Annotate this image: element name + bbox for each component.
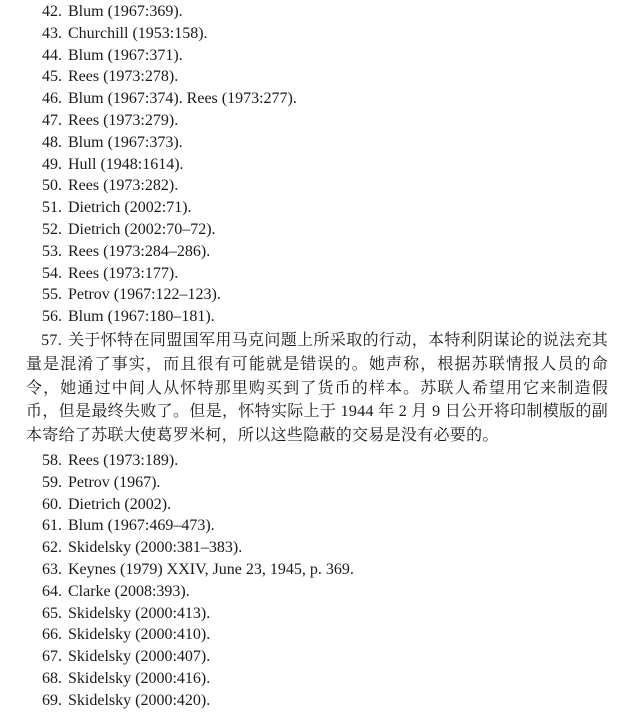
note-61 [26, 515, 608, 537]
note-53 [26, 241, 608, 263]
note-52 [26, 219, 608, 241]
note-number: 62. [42, 539, 62, 557]
note-55 [26, 284, 608, 306]
note-text: Clarke (2008:393). [68, 582, 190, 600]
note-number: 67. [42, 648, 62, 666]
note-text: Blum (1967:373). [68, 133, 183, 151]
note-49 [26, 154, 608, 176]
note-57 [26, 329, 608, 448]
note-number: 47. [42, 111, 62, 129]
note-number: 50. [42, 177, 62, 195]
note-text: Churchill (1953:158). [68, 24, 208, 42]
note-text: Keynes (1979) XXIV, June 23, 1945, p. 369. [68, 560, 354, 578]
note-number: 58. [42, 451, 62, 469]
note-56 [26, 306, 608, 328]
note-number: 63. [42, 560, 62, 578]
note-text: Rees (1973:177). [68, 264, 179, 282]
note-text: Hull (1948:1614). [68, 155, 184, 173]
note-text: Blum (1967:369). [68, 3, 183, 20]
note-number: 55. [42, 286, 62, 304]
note-text: Rees (1973:278). [68, 68, 179, 86]
note-number: 51. [42, 199, 62, 217]
note-text: Rees (1973:282). [68, 177, 179, 195]
note-text: 关于怀特在同盟国军用马克问题上所采取的行动，本特利阴谋论的说法充其量是混淆了事实，而且很有可能就是错误的。她声称，根据苏联情报人员的命令，她通过中间人从怀特那里购买到了货币的样本。苏联人希望用它来制造假币，但是最终失败了。但是，怀特实际上于 1944 年 2 月 9 日公开将印制模版的副本寄给了苏联大使葛罗米柯，所以这些隐蔽的交易是没有必要的。 [26, 331, 608, 445]
note-number: 66. [42, 626, 62, 644]
note-number: 54. [42, 264, 62, 282]
note-47 [26, 110, 608, 132]
note-number: 45. [42, 68, 62, 86]
note-48 [26, 132, 608, 154]
note-number: 65. [42, 604, 62, 622]
note-text: Dietrich (2002:70–72). [68, 220, 216, 238]
note-text: Skidelsky (2000:407). [68, 648, 211, 666]
note-number: 69. [42, 691, 62, 709]
note-number: 56. [42, 308, 62, 326]
note-number: 44. [42, 46, 62, 64]
note-68 [26, 668, 608, 690]
note-text: Rees (1973:279). [68, 111, 179, 129]
note-54 [26, 263, 608, 285]
note-number: 59. [42, 473, 62, 491]
note-65 [26, 603, 608, 625]
note-text: Rees (1973:284–286). [68, 242, 211, 260]
note-42 [26, 1, 608, 23]
note-text: Blum (1967:374). Rees (1973:277). [68, 90, 297, 108]
note-text: Blum (1967:469–473). [68, 517, 215, 535]
note-number: 49. [42, 155, 62, 173]
note-number: 43. [42, 24, 62, 42]
note-60 [26, 494, 608, 516]
note-66 [26, 624, 608, 646]
note-text: Petrov (1967:122–123). [68, 286, 221, 304]
note-text: Blum (1967:180–181). [68, 308, 215, 326]
note-text: Skidelsky (2000:416). [68, 669, 211, 687]
note-number: 52. [42, 220, 62, 238]
note-58 [26, 450, 608, 472]
note-number: 57. [41, 331, 62, 349]
note-text: Dietrich (2002). [68, 495, 172, 513]
note-text: Dietrich (2002:71). [68, 199, 192, 217]
note-text: Petrov (1967). [68, 473, 161, 491]
note-50 [26, 175, 608, 197]
note-text: Rees (1973:189). [68, 451, 179, 469]
note-46 [26, 88, 608, 110]
note-64 [26, 581, 608, 603]
note-69 [26, 690, 608, 712]
note-number: 61. [42, 517, 62, 535]
note-number: 42. [42, 3, 62, 20]
note-number: 53. [42, 242, 62, 260]
note-number: 60. [42, 495, 62, 513]
note-number: 64. [42, 582, 62, 600]
note-43 [26, 23, 608, 45]
note-59 [26, 472, 608, 494]
note-text: Skidelsky (2000:410). [68, 626, 211, 644]
note-number: 68. [42, 669, 62, 687]
note-67 [26, 646, 608, 668]
note-51 [26, 197, 608, 219]
note-62 [26, 537, 608, 559]
note-text: Skidelsky (2000:413). [68, 604, 211, 622]
note-text: Blum (1967:371). [68, 46, 183, 64]
note-63 [26, 559, 608, 581]
note-text: Skidelsky (2000:381–383). [68, 539, 243, 557]
note-44 [26, 45, 608, 67]
note-number: 46. [42, 90, 62, 108]
note-text: Skidelsky (2000:420). [68, 691, 211, 709]
note-45 [26, 66, 608, 88]
note-number: 48. [42, 133, 62, 151]
